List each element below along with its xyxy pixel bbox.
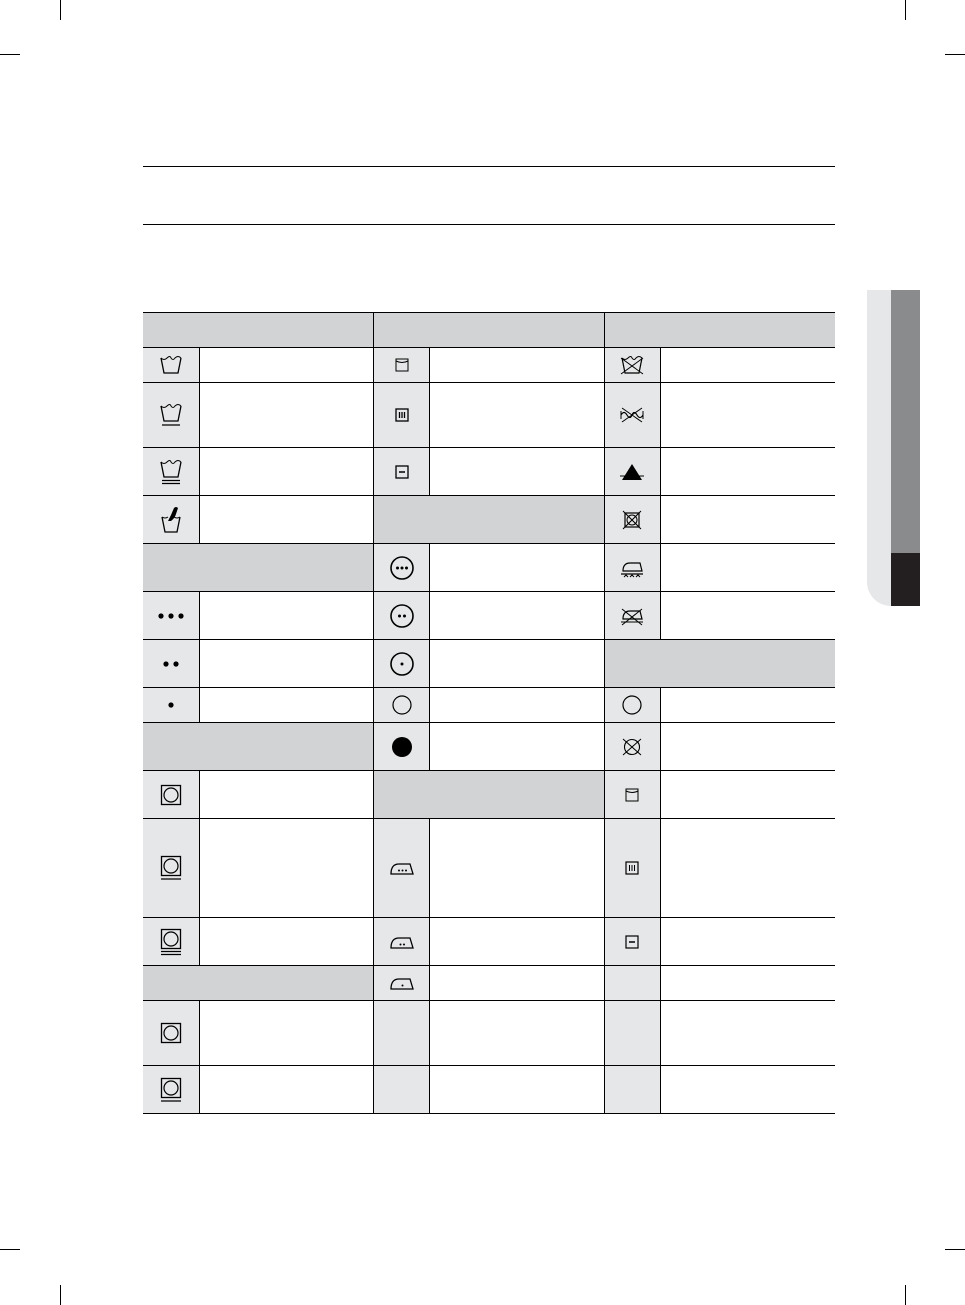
table-cell <box>199 592 374 640</box>
iron-icon <box>604 544 660 592</box>
section-header-tumble <box>143 723 374 771</box>
dry-square-icon <box>374 348 430 383</box>
no-dryclean-icon <box>604 723 660 771</box>
section-header-bleach <box>143 544 374 592</box>
table-cell <box>199 688 374 723</box>
table-cell <box>430 383 605 448</box>
table-cell <box>199 383 374 448</box>
tumble-dry-icon <box>143 771 199 819</box>
wash-tub-delicate-icon <box>143 448 199 496</box>
table-cell <box>660 918 835 966</box>
crop-mark <box>0 54 20 55</box>
table-cell <box>430 1001 605 1066</box>
two-dots-icon <box>143 640 199 688</box>
side-tab-marker <box>891 553 920 606</box>
side-tab-bar <box>891 290 920 553</box>
column-header-other <box>604 313 835 348</box>
wash-tub-icon <box>143 348 199 383</box>
table-cell <box>430 1066 605 1114</box>
table-cell <box>660 723 835 771</box>
column-header-dry <box>374 313 605 348</box>
table-cell <box>199 640 374 688</box>
iron-one-dot-icon <box>374 966 430 1001</box>
table-cell <box>199 496 374 544</box>
table-cell <box>430 640 605 688</box>
table-cell <box>660 496 835 544</box>
no-iron-icon <box>604 592 660 640</box>
table-cell <box>660 1001 835 1066</box>
dryclean-circle-icon <box>604 688 660 723</box>
care-label-table <box>143 312 835 1114</box>
empty-icon-cell <box>374 1001 430 1066</box>
crop-mark <box>945 54 965 55</box>
table-cell <box>660 383 835 448</box>
tumble-dry-square-underline-icon <box>143 1066 199 1114</box>
bleach-triangle-icon <box>604 448 660 496</box>
tumble-dry-permanent-press-icon <box>143 819 199 918</box>
iron-two-dots-icon <box>374 918 430 966</box>
table-cell <box>199 1001 374 1066</box>
section-header-dry-cleaning <box>604 640 835 688</box>
empty-icon-cell <box>604 1066 660 1114</box>
one-dot-icon <box>143 688 199 723</box>
no-tumble-dry-icon <box>604 496 660 544</box>
table-cell <box>660 592 835 640</box>
drip-dry-icon <box>374 383 430 448</box>
crop-mark <box>0 1249 20 1250</box>
column-header-wash <box>143 313 374 348</box>
table-cell <box>430 544 605 592</box>
crop-mark <box>60 1285 61 1305</box>
circle-one-dot-icon <box>374 640 430 688</box>
iron-three-dots-icon <box>374 819 430 918</box>
table-cell <box>660 544 835 592</box>
table-cell <box>430 688 605 723</box>
crop-mark <box>905 0 906 20</box>
table-cell <box>430 723 605 771</box>
empty-icon-cell <box>604 1001 660 1066</box>
section-header-tumble-2 <box>143 966 374 1001</box>
three-dots-icon <box>143 592 199 640</box>
drip-dry-square-icon <box>604 819 660 918</box>
crop-mark <box>60 0 61 20</box>
page-title <box>143 180 835 210</box>
table-cell <box>199 348 374 383</box>
table-cell <box>660 448 835 496</box>
filled-circle-icon <box>374 723 430 771</box>
table-cell <box>430 592 605 640</box>
section-header-dryclean <box>374 496 605 544</box>
table-cell <box>660 819 835 918</box>
table-cell <box>199 819 374 918</box>
table-cell <box>199 448 374 496</box>
table-cell <box>430 966 605 1001</box>
table-cell <box>660 771 835 819</box>
wash-tub-permanent-press-icon <box>143 383 199 448</box>
table-cell <box>199 771 374 819</box>
circle-two-dots-icon <box>374 592 430 640</box>
table-cell <box>199 1066 374 1114</box>
section-header-ironing <box>374 771 605 819</box>
side-tab <box>867 290 891 606</box>
empty-icon-cell <box>604 966 660 1001</box>
table-cell <box>430 819 605 918</box>
dry-flat-square-icon <box>604 918 660 966</box>
line-dry-icon <box>604 771 660 819</box>
no-wash-crossed-tub-icon <box>604 348 660 383</box>
hand-wash-icon <box>143 496 199 544</box>
table-cell <box>660 966 835 1001</box>
table-cell <box>430 918 605 966</box>
do-not-wring-icon <box>604 383 660 448</box>
title-rule-bottom <box>143 224 835 225</box>
table-cell <box>430 448 605 496</box>
tumble-dry-delicate-icon <box>143 918 199 966</box>
dry-flat-icon <box>374 448 430 496</box>
table-cell <box>660 688 835 723</box>
empty-circle-icon <box>374 688 430 723</box>
crop-mark <box>905 1285 906 1305</box>
table-cell <box>660 348 835 383</box>
crop-mark <box>945 1249 965 1250</box>
tumble-dry-square-icon <box>143 1001 199 1066</box>
empty-icon-cell <box>374 1066 430 1114</box>
table-cell <box>199 918 374 966</box>
table-cell <box>660 1066 835 1114</box>
title-rule-top <box>143 166 835 167</box>
table-cell <box>430 348 605 383</box>
circle-three-dots-icon <box>374 544 430 592</box>
